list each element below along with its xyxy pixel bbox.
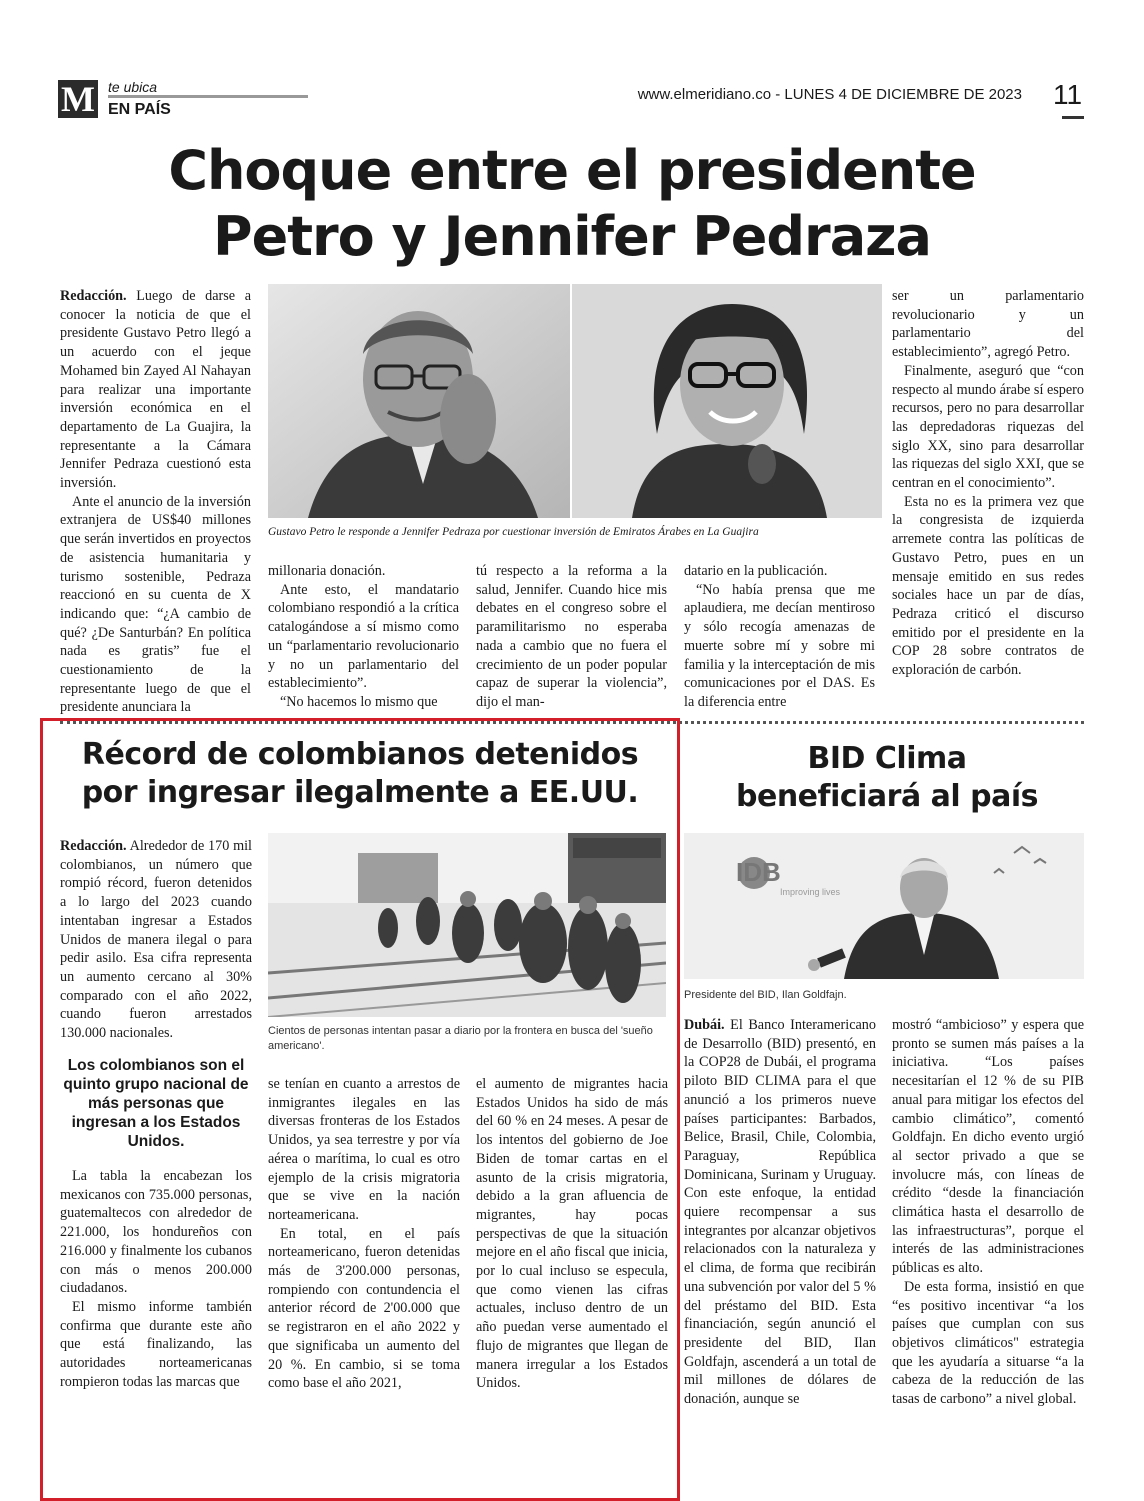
page-number: 11 bbox=[1053, 79, 1083, 110]
bid-photo-illustration bbox=[684, 833, 1084, 979]
petro-photo-illustration bbox=[268, 284, 570, 518]
main-col2-p2: Ante esto, el mandatario colombiano respondió a la crítica catalogándose a sí mismo como un “parlamentario revolucionario y no un parlamentario del establecimiento”. bbox=[268, 581, 459, 692]
idb-logo-tagline: Improving lives bbox=[780, 887, 841, 897]
record-subhead: Los colombianos son el quinto grupo nacional de más personas que ingresan a los Estados Unidos. bbox=[63, 1057, 249, 1150]
pedraza-photo-illustration bbox=[572, 284, 882, 518]
main-col2-p1: millonaria donación. bbox=[268, 563, 386, 579]
page-number-rule bbox=[1062, 116, 1084, 119]
migrants-photo-illustration bbox=[268, 833, 666, 1017]
main-headline-line2: Petro y Jennifer Pedraza bbox=[213, 205, 931, 268]
record-col-1 bbox=[60, 837, 252, 1043]
record-byline: Redacción. bbox=[60, 838, 127, 854]
main-col4-p1: datario en la publicación. bbox=[684, 563, 828, 579]
record-col2-p1: se tenían en cuanto a arrestos de inmigrantes ilegales en las diversas fronteras de los Estados Unidos, ya sea terrestre y por vía aérea o marítima, lo cual es otro ejemplo de la crisis migratoria que se vive en la nación norteamericana. bbox=[268, 1076, 460, 1223]
record-col1-p1: Redacción. Alrededor de 170 mil colombianos, un número que rompió récord, fueron detenidos a lo largo del 2023 cuando intentaban ingresar a Estados Unidos de manera ilegal o para pedir asilo. Esa cifra representa un aumento cercano al 30% comparado con el año 2022, cuando fueron arrestados 130.000 nacionales. bbox=[60, 838, 252, 1042]
section-rule bbox=[108, 95, 308, 98]
migrants-photo bbox=[268, 833, 666, 1017]
main-col1-p1: Redacción. Luego de darse a conocer la noticia de que el presidente Gustavo Petro llegó a un acuerdo con el jeque Mohamed bin Zayed Al Nahayan para realizar una importante inversión económica en el departamento de La Guajira, la representante a la Cámara Jennifer Pedraza cuestionó esta inversión. bbox=[60, 288, 252, 492]
record-headline-line1: Récord de colombianos detenidos bbox=[81, 737, 639, 772]
main-col-5 bbox=[892, 287, 1084, 680]
bid-headline-line1: BID Clima bbox=[807, 741, 967, 776]
main-col4-p2: “No había prensa que me aplaudiera, me decían mentiroso y sólo recogía amenazas de muerte sobre mí y sobre mi familia y la interceptación de mis comunicaciones por el DAS. Es la diferencia entre bbox=[684, 581, 875, 710]
petro-photo bbox=[268, 284, 570, 518]
newspaper-logo: M bbox=[58, 80, 98, 118]
pedraza-photo bbox=[572, 284, 882, 518]
bid-col-2 bbox=[892, 1016, 1084, 1409]
record-headline-line2: por ingresar ilegalmente a EE.UU. bbox=[81, 775, 639, 810]
main-headline-line1: Choque entre el presidente bbox=[168, 139, 976, 202]
bid-col-1 bbox=[684, 1016, 876, 1409]
main-col5-p2: Finalmente, aseguró que “con respecto al mundo árabe sí espero recursos, pero no para desarrollar las depredadoras riquezas del siglo XX, sino para desarrollar las riquezas del siglo XXI, que se centran en el conocimiento”. bbox=[892, 362, 1084, 492]
main-photo-caption: Gustavo Petro le responde a Jennifer Pedraza por cuestionar inversión de Emiratos Árabes en La Guajira bbox=[268, 526, 759, 538]
bid-headline bbox=[690, 740, 1084, 816]
main-col3-p1: tú respecto a la reforma a la salud, Jennifer. Cuando hice mis debates en el congreso sobre el paramilitarismo no esperaba nada a cambio que no fuera el crecimiento de un poder popular capaz de superar la violencia”, dijo el man- bbox=[476, 563, 667, 710]
bid-photo-caption: Presidente del BID, Ilan Goldfajn. bbox=[684, 989, 847, 1001]
record-photo-caption: Cientos de personas intentan pasar a diario por la frontera en busca del 'sueño americano'. bbox=[268, 1025, 653, 1052]
bid-photo bbox=[684, 833, 1084, 979]
record-col-1b bbox=[60, 1167, 252, 1391]
dateline: www.elmeridiano.co - LUNES 4 DE DICIEMBRE DE 2023 bbox=[637, 86, 1022, 103]
record-col-3 bbox=[476, 1075, 668, 1393]
main-col-3 bbox=[476, 562, 667, 712]
record-col1-p3: El mismo informe también confirma que durante este año que está finalizando, las autoridades norteamericanas rompieron todas las marcas que bbox=[60, 1298, 252, 1390]
byline: Redacción. bbox=[60, 288, 127, 304]
main-col-1 bbox=[60, 287, 251, 717]
main-col-2 bbox=[268, 562, 459, 712]
bid-headline-line2: beneficiará al país bbox=[736, 779, 1038, 814]
record-col3-p1: el aumento de migrantes hacia Estados Unidos ha sido de más del 60 % en 24 meses. A pesar de los intentos del gobierno de Joe Biden de tomar cartas en el asunto de la crisis migratoria, debido a la gran afluencia de migrantes, hay pocas perspectivas de que la situación mejore en el año fiscal que inicia, por lo cual incluso se especula, que como vienen las cifras actuales, incluso dentro de un año puedan verse aumentado el flujo de migrantes que llegan de manera irregular a los Estados Unidos. bbox=[476, 1076, 668, 1392]
main-col2-p3: “No hacemos lo mismo que bbox=[280, 693, 438, 710]
main-col1-p2: Ante el anuncio de la inversión extranjera de US$40 millones que serán invertidos en proyectos de asistencia humanitaria y turismo sostenible, Pedraza reaccionó en su cuenta de X indicando que: “¿A cambio de qué? ¿De Santurbán? En política nada es gratis” fue el cuestionamiento de la representante luego de que el presidente anunciara la bbox=[60, 493, 251, 716]
bid-byline: Dubái. bbox=[684, 1017, 725, 1033]
bid-col1-p1: Dubái. El Banco Interamericano de Desarrollo (BID) presentó, en la COP28 de Dubái, el programa piloto BID CLIMA para el que anunció a los primeros nueve países participantes: Barbados, Belice, Brasil, Chile, Colombia, Paraguay, República Dominicana, Surinam y Uruguay. Con este enfoque, la entidad quiere recompensar a sus integrantes por alcanzar objetivos relacionados con la naturaleza y el clima, de forma que recibirán una subvención por valor del 5 % del préstamo del BID. Esta financiación, según anunció el presidente del BID, Ilan Goldfajn, ascenderá a un total de mil millones de dólares de donación, aunque se bbox=[684, 1017, 876, 1408]
logo-tagline: te ubica bbox=[108, 79, 158, 95]
section-name: EN PAÍS bbox=[108, 101, 171, 118]
bid-col2-p2: De esta forma, insistió en que “es positivo incentivar “a los países que cumplan con sus objetivos climáticos" estrategia que les ayudaría a situarse “a la cabeza de la reducción de las tasas de carbono” a nivel global. bbox=[892, 1278, 1084, 1408]
record-col2-p2: En total, en el país norteamericano, fueron detenidas más de 3'200.000 personas, rompiendo con contundencia el anterior récord de 2'00.000 que se registraron en el año 2022 y que significaba un aumento del 20 %. En cambio, si se toma como base el año 2021, bbox=[268, 1225, 460, 1392]
main-col-4 bbox=[684, 562, 875, 712]
main-headline bbox=[60, 138, 1084, 270]
record-headline bbox=[50, 736, 670, 812]
idb-logo-text: IDB bbox=[736, 857, 781, 887]
record-col-2 bbox=[268, 1075, 460, 1393]
main-col5-p1: ser un parlamentario revolucionario y un parlamentario del establecimiento”, agregó Petro. bbox=[892, 288, 1084, 361]
main-col5-p3: Esta no es la primera vez que la congresista de izquierda arremete contra las políticas de Gustavo Petro, pues en un mensaje emitido en sus redes sociales hace un par de días, Pedraza criticó el discurso emitido por el presidente en la COP 28 sobre contratos de exploración de carbón. bbox=[892, 493, 1084, 679]
record-col1-p2: La tabla la encabezan los mexicanos con 735.000 personas, guatemaltecos con alrededor de 221.000, los hondureños con 216.000 y finalmente los cubanos con más o menos 200.000 ciudadanos. bbox=[60, 1168, 252, 1297]
bid-col2-p1: mostró “ambicioso” y espera que pronto se sumen más países a la iniciativa. “Los países necesitarían el 12 % de su PIB anual para mitigar los efectos del cambio climático”, comentó Goldfajn. En dicho evento urgió al sector privado a que se involucre más, con líneas de crédito “desde la financiación climática hasta el desarrollo de las infraestructuras”, porque el interés de las administraciones públicas es alto. bbox=[892, 1017, 1084, 1277]
